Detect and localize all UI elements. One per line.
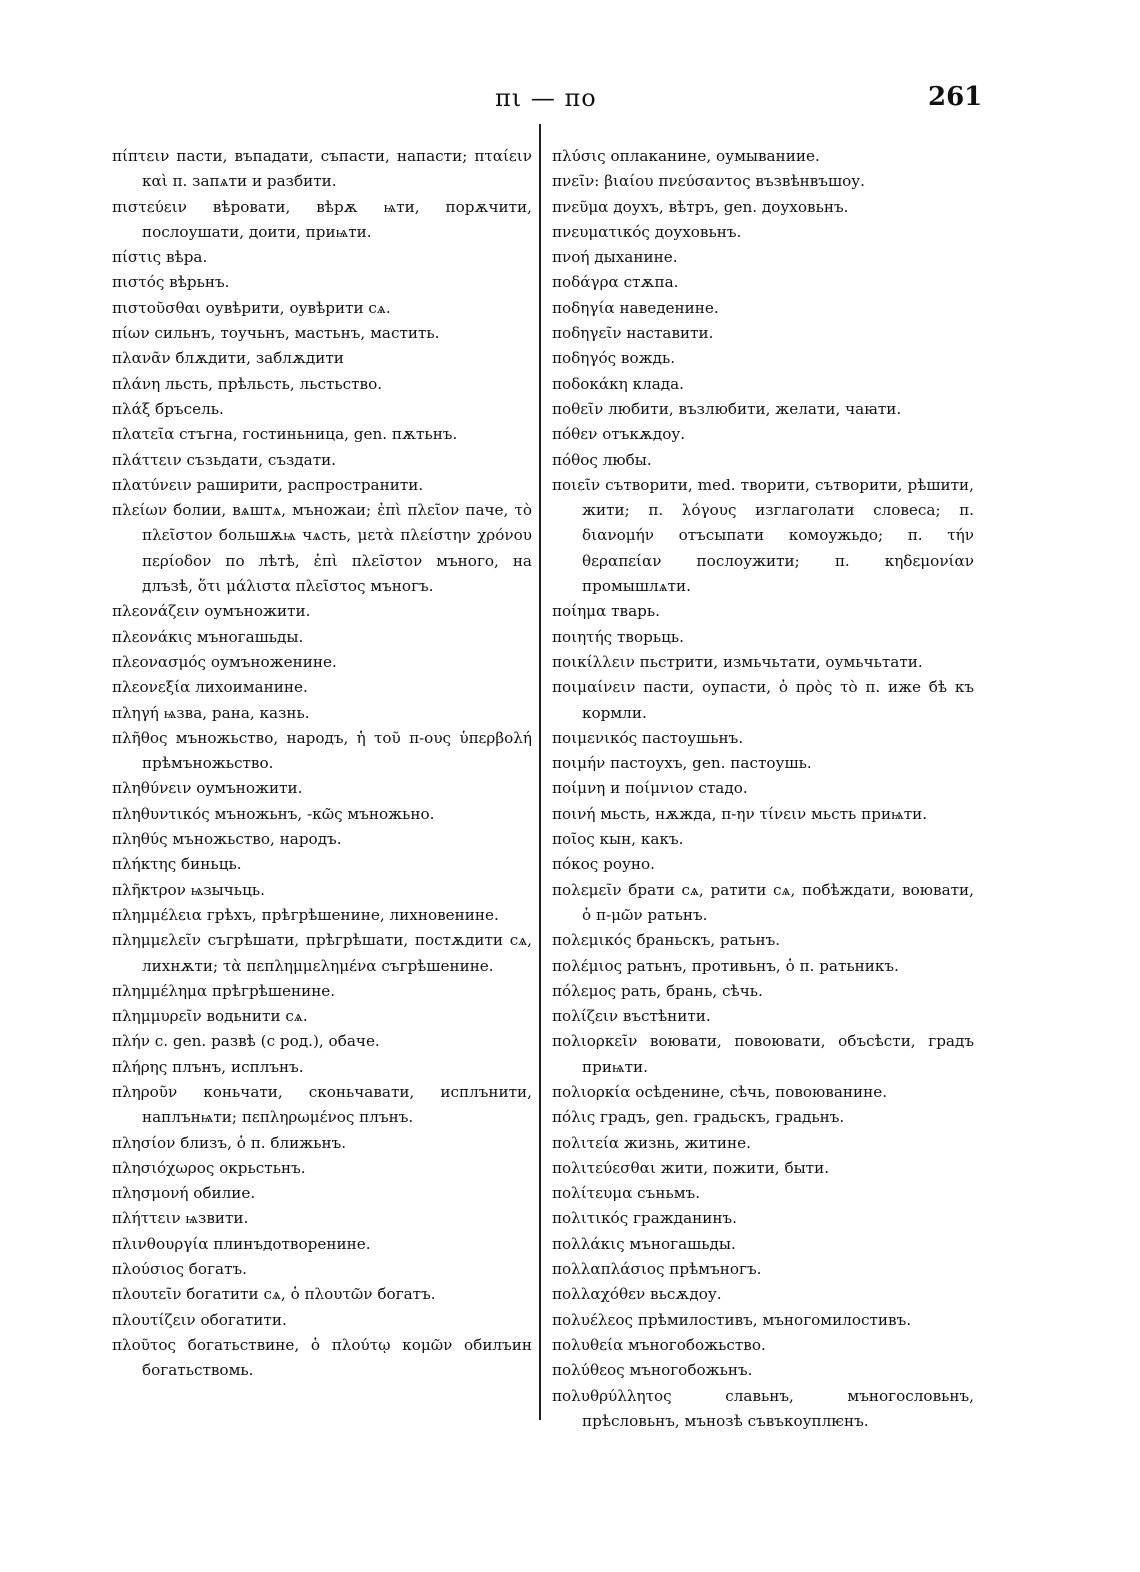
dictionary-entry: πολιτεία жизнь, житине. bbox=[552, 1133, 751, 1152]
dictionary-entry: πιστεύειν вѣровати, вѣрѫ ѩти, порѫчити, послоушати, доити, приѩти. bbox=[112, 197, 532, 241]
dictionary-entry: πλάττειν съзьдати, създати. bbox=[112, 450, 337, 469]
dictionary-entry: πολυέλεος прѣмилостивъ, мъногомилостивъ. bbox=[552, 1310, 912, 1329]
dictionary-entry: πλανᾶν блѫдити, заблѫдити bbox=[112, 349, 344, 368]
dictionary-entry: πολιτεύεσθαι жити, пожити, быти. bbox=[552, 1158, 830, 1177]
dictionary-entry: ποιμήν пастоухъ, gen. пастоушь. bbox=[552, 754, 812, 773]
dictionary-entry: πολυθεία мъногобожьство. bbox=[552, 1335, 766, 1354]
dictionary-entry: πλησμονή обилие. bbox=[112, 1184, 256, 1203]
dictionary-entry: πλύσις оплаканине, оумываниие. bbox=[552, 147, 820, 165]
dictionary-entry: ποιεῖν сътворити, med. творити, сътворити, рѣшити, жити; π. λόγους изглаголати словеса; π. διανομήν отъсыпати комоужьдо; π. τήν θεραπείαν послоужити; π. κηδεμονίαν промышлѧти. bbox=[552, 475, 974, 596]
dictionary-entry: πλατύνειν раширити, распространити. bbox=[112, 475, 424, 494]
dictionary-entry: πολιορκεῖν воювати, повоювати, объсѣсти, градъ приѩти. bbox=[552, 1032, 974, 1076]
page-number: 261 bbox=[928, 82, 983, 112]
dictionary-entry: πληθύνειν оумъножити. bbox=[112, 779, 303, 798]
dictionary-entry: πλησιόχωρος окрьстьнъ. bbox=[112, 1158, 306, 1177]
dictionary-entry: ποιμαίνειν пасти, оупасти, ὁ πρὸς τὸ π. иже бѣ къ кормли. bbox=[552, 678, 974, 722]
dictionary-entry: πλήρης плънъ, исплънъ. bbox=[112, 1057, 304, 1076]
dictionary-entry: ποικίλλειν пьстрити, измьчьтати, оумьчьтати. bbox=[552, 652, 923, 671]
dictionary-entry: πολλαπλάσιος прѣмъногъ. bbox=[552, 1260, 762, 1279]
dictionary-entry: πίστις вѣра. bbox=[112, 248, 208, 267]
dictionary-entry: πολιορκία осѣденине, сѣчь, повоюванине. bbox=[552, 1082, 888, 1101]
dictionary-entry: πολίζειν въстѣнити. bbox=[552, 1007, 711, 1026]
dictionary-entry: πόλεμος рать, брань, сѣчь. bbox=[552, 981, 763, 1000]
dictionary-entry: πνευματικός доуховьнъ. bbox=[552, 222, 742, 241]
dictionary-entry: πληθύς мъножьство, народъ. bbox=[112, 830, 342, 849]
dictionary-entry: πλοῦτος богатьствине, ὁ πλούτῳ κομῶν обилъин богатьствомь. bbox=[112, 1335, 532, 1380]
dictionary-entry: πλεονεξία лихоиманине. bbox=[112, 678, 308, 697]
dictionary-entry: πλημμελεῖν съгрѣшати, прѣгрѣшати, постѫдити сѧ, лихнѫти; τὰ πεπλημμελημένα съгрѣшенине. bbox=[112, 931, 532, 975]
dictionary-entry: πλεονάκις мъногашьды. bbox=[112, 627, 304, 646]
dictionary-entry: πλεονασμός оумъноженине. bbox=[112, 652, 337, 671]
dictionary-entry: πλινθουργία плинъдотворенине. bbox=[112, 1234, 371, 1253]
dictionary-entry: πνοή дыханине. bbox=[552, 248, 678, 267]
dictionary-entry: ποθεῖν любити, възлюбити, желати, чаꙗти. bbox=[552, 399, 902, 418]
column-divider bbox=[539, 124, 541, 1420]
dictionary-entry: ποινή мьсть, нѫжда, π-ην τίνειν мьсть приѩти. bbox=[552, 804, 928, 823]
dictionary-entry: πολεμικός браньскъ, ратьнъ. bbox=[552, 931, 781, 950]
dictionary-entry: πλημμέλεια грѣхъ, прѣгрѣшенине, лихновенине. bbox=[112, 905, 499, 924]
dictionary-entry: ποίμνη и ποίμνιον стадо. bbox=[552, 779, 748, 798]
dictionary-entry: πίπτειν пасти, въпадати, съпасти, напасти; πταίειν καὶ π. запѧти и разбити. bbox=[112, 147, 532, 191]
dictionary-entry: πολιτικός гражданинъ. bbox=[552, 1209, 738, 1228]
dictionary-entry: πλησίον близъ, ὁ π. ближьнъ. bbox=[112, 1133, 347, 1152]
dictionary-entry: πολλαχόθεν вьсѫдоу. bbox=[552, 1285, 722, 1304]
dictionary-entry: ποίημα тварь. bbox=[552, 602, 660, 621]
dictionary-entry: ποδοκάκη клада. bbox=[552, 374, 685, 393]
dictionary-entry: πιστοῦσθαι оувѣрити, оувѣрити сѧ. bbox=[112, 298, 391, 317]
dictionary-entry: πλατεῖα стъгна, гостиньница, gen. пѫтьнъ. bbox=[112, 425, 458, 444]
dictionary-entry: πολλάκις мъногашьды. bbox=[552, 1234, 736, 1253]
dictionary-entry: πλῆθος мъножьство, народъ, ἡ τοῦ π-ους ὑπερβολή прѣмъножьство. bbox=[112, 728, 532, 773]
dictionary-entry: πόλις градъ, gen. градьскъ, градьнъ. bbox=[552, 1108, 845, 1127]
dictionary-entry: ποδηγός вождь. bbox=[552, 349, 676, 368]
dictionary-entry: πλάξ бръсель. bbox=[112, 399, 224, 418]
dictionary-entry: πίων сильнъ, тоучьнъ, мастьнъ, мастить. bbox=[112, 324, 440, 343]
dictionary-entry: πολίτευμα съньмъ. bbox=[552, 1184, 701, 1203]
dictionary-entry: ποδηγία наведенине. bbox=[552, 298, 719, 317]
dictionary-entry: ποδάγρα стѫпа. bbox=[552, 273, 679, 292]
dictionary-entry: πλείων болии, вѧштѧ, мъножаи; ἐπὶ πλεῖον паче, τὸ πλεῖστον большѫѩ чѧсть, μετὰ πλείστην χρόνου περίοδον по лѣтѣ, ἐπὶ πλεῖστον мъного, на длъзѣ, ὅτι μάλιστα πλεῖστος мъногъ. bbox=[112, 501, 532, 596]
dictionary-entry: πλάνη льсть, прѣльсть, льстьство. bbox=[112, 374, 383, 393]
dictionary-entry: ποιμενικός пастоушьнъ. bbox=[552, 728, 744, 747]
dictionary-entry: πληγή ѩзва, рана, казнь. bbox=[112, 703, 310, 722]
dictionary-entry: πληθυντικός мъножьнъ, -κῶς мъножьно. bbox=[112, 804, 435, 823]
dictionary-entry: πλήκτης биньць. bbox=[112, 855, 242, 874]
dictionary-entry: πολέμιος ратьнъ, противьнъ, ὁ π. ратьникъ. bbox=[552, 956, 899, 975]
right-column bbox=[552, 144, 974, 1434]
dictionary-entry: πλήττειν ѩзвити. bbox=[112, 1209, 249, 1228]
dictionary-entry: πόθεν отъкѫдоу. bbox=[552, 425, 686, 444]
dictionary-entry: πνεῖν: βιαίου πνεύσαντος възвѣнвъшоу. bbox=[552, 172, 865, 191]
dictionary-entry: πνεῦμα доухъ, вѣтръ, gen. доуховьнъ. bbox=[552, 197, 849, 216]
dictionary-entry: πλημμέλημα прѣгрѣшенине. bbox=[112, 981, 336, 1000]
dictionary-entry: πλουτίζειν обогатити. bbox=[112, 1310, 287, 1329]
dictionary-entry: πλημμυρεῖν водьнити сѧ. bbox=[112, 1007, 308, 1026]
dictionary-entry: πόθος любы. bbox=[552, 450, 652, 469]
dictionary-entry: πλουτεῖν богатити сѧ, ὁ πλουτῶν богатъ. bbox=[112, 1285, 436, 1304]
dictionary-entry: πληροῦν коньчати, сконьчавати, исплънити, наплънѩти; πεπληρωμένος плънъ. bbox=[112, 1082, 532, 1127]
dictionary-entry: πλούσιος богатъ. bbox=[112, 1260, 247, 1279]
dictionary-entry: ποδηγεῖν наставити. bbox=[552, 324, 714, 343]
dictionary-entry: πιστός вѣрьнъ. bbox=[112, 273, 230, 292]
running-head: πι — πο bbox=[495, 84, 597, 112]
dictionary-entry: πολυθρύλλητος славьнъ, мъногословьнъ, прѣсловьнъ, мънозѣ съвъкоуплѥнъ. bbox=[552, 1386, 974, 1430]
dictionary-entry: πόκος роуно. bbox=[552, 855, 655, 874]
dictionary-entry: ποῖος кын, какъ. bbox=[552, 830, 684, 849]
dictionary-entry: πολεμεῖν брати сѧ, ратити сѧ, побѣждати, воювати, ὁ π-μῶν ратьнъ. bbox=[552, 880, 974, 924]
dictionary-entry: πλῆκτρον ѩзычьць. bbox=[112, 880, 265, 899]
left-column bbox=[112, 144, 532, 1384]
dictionary-entry: πολύθεος мъногобожьнъ. bbox=[552, 1361, 753, 1380]
dictionary-entry: πλεονάζειν оумъножити. bbox=[112, 602, 311, 621]
dictionary-entry: ποιητής творьць. bbox=[552, 627, 684, 646]
dictionary-entry: πλήν c. gen. развѣ (с род.), обаче. bbox=[112, 1032, 380, 1051]
